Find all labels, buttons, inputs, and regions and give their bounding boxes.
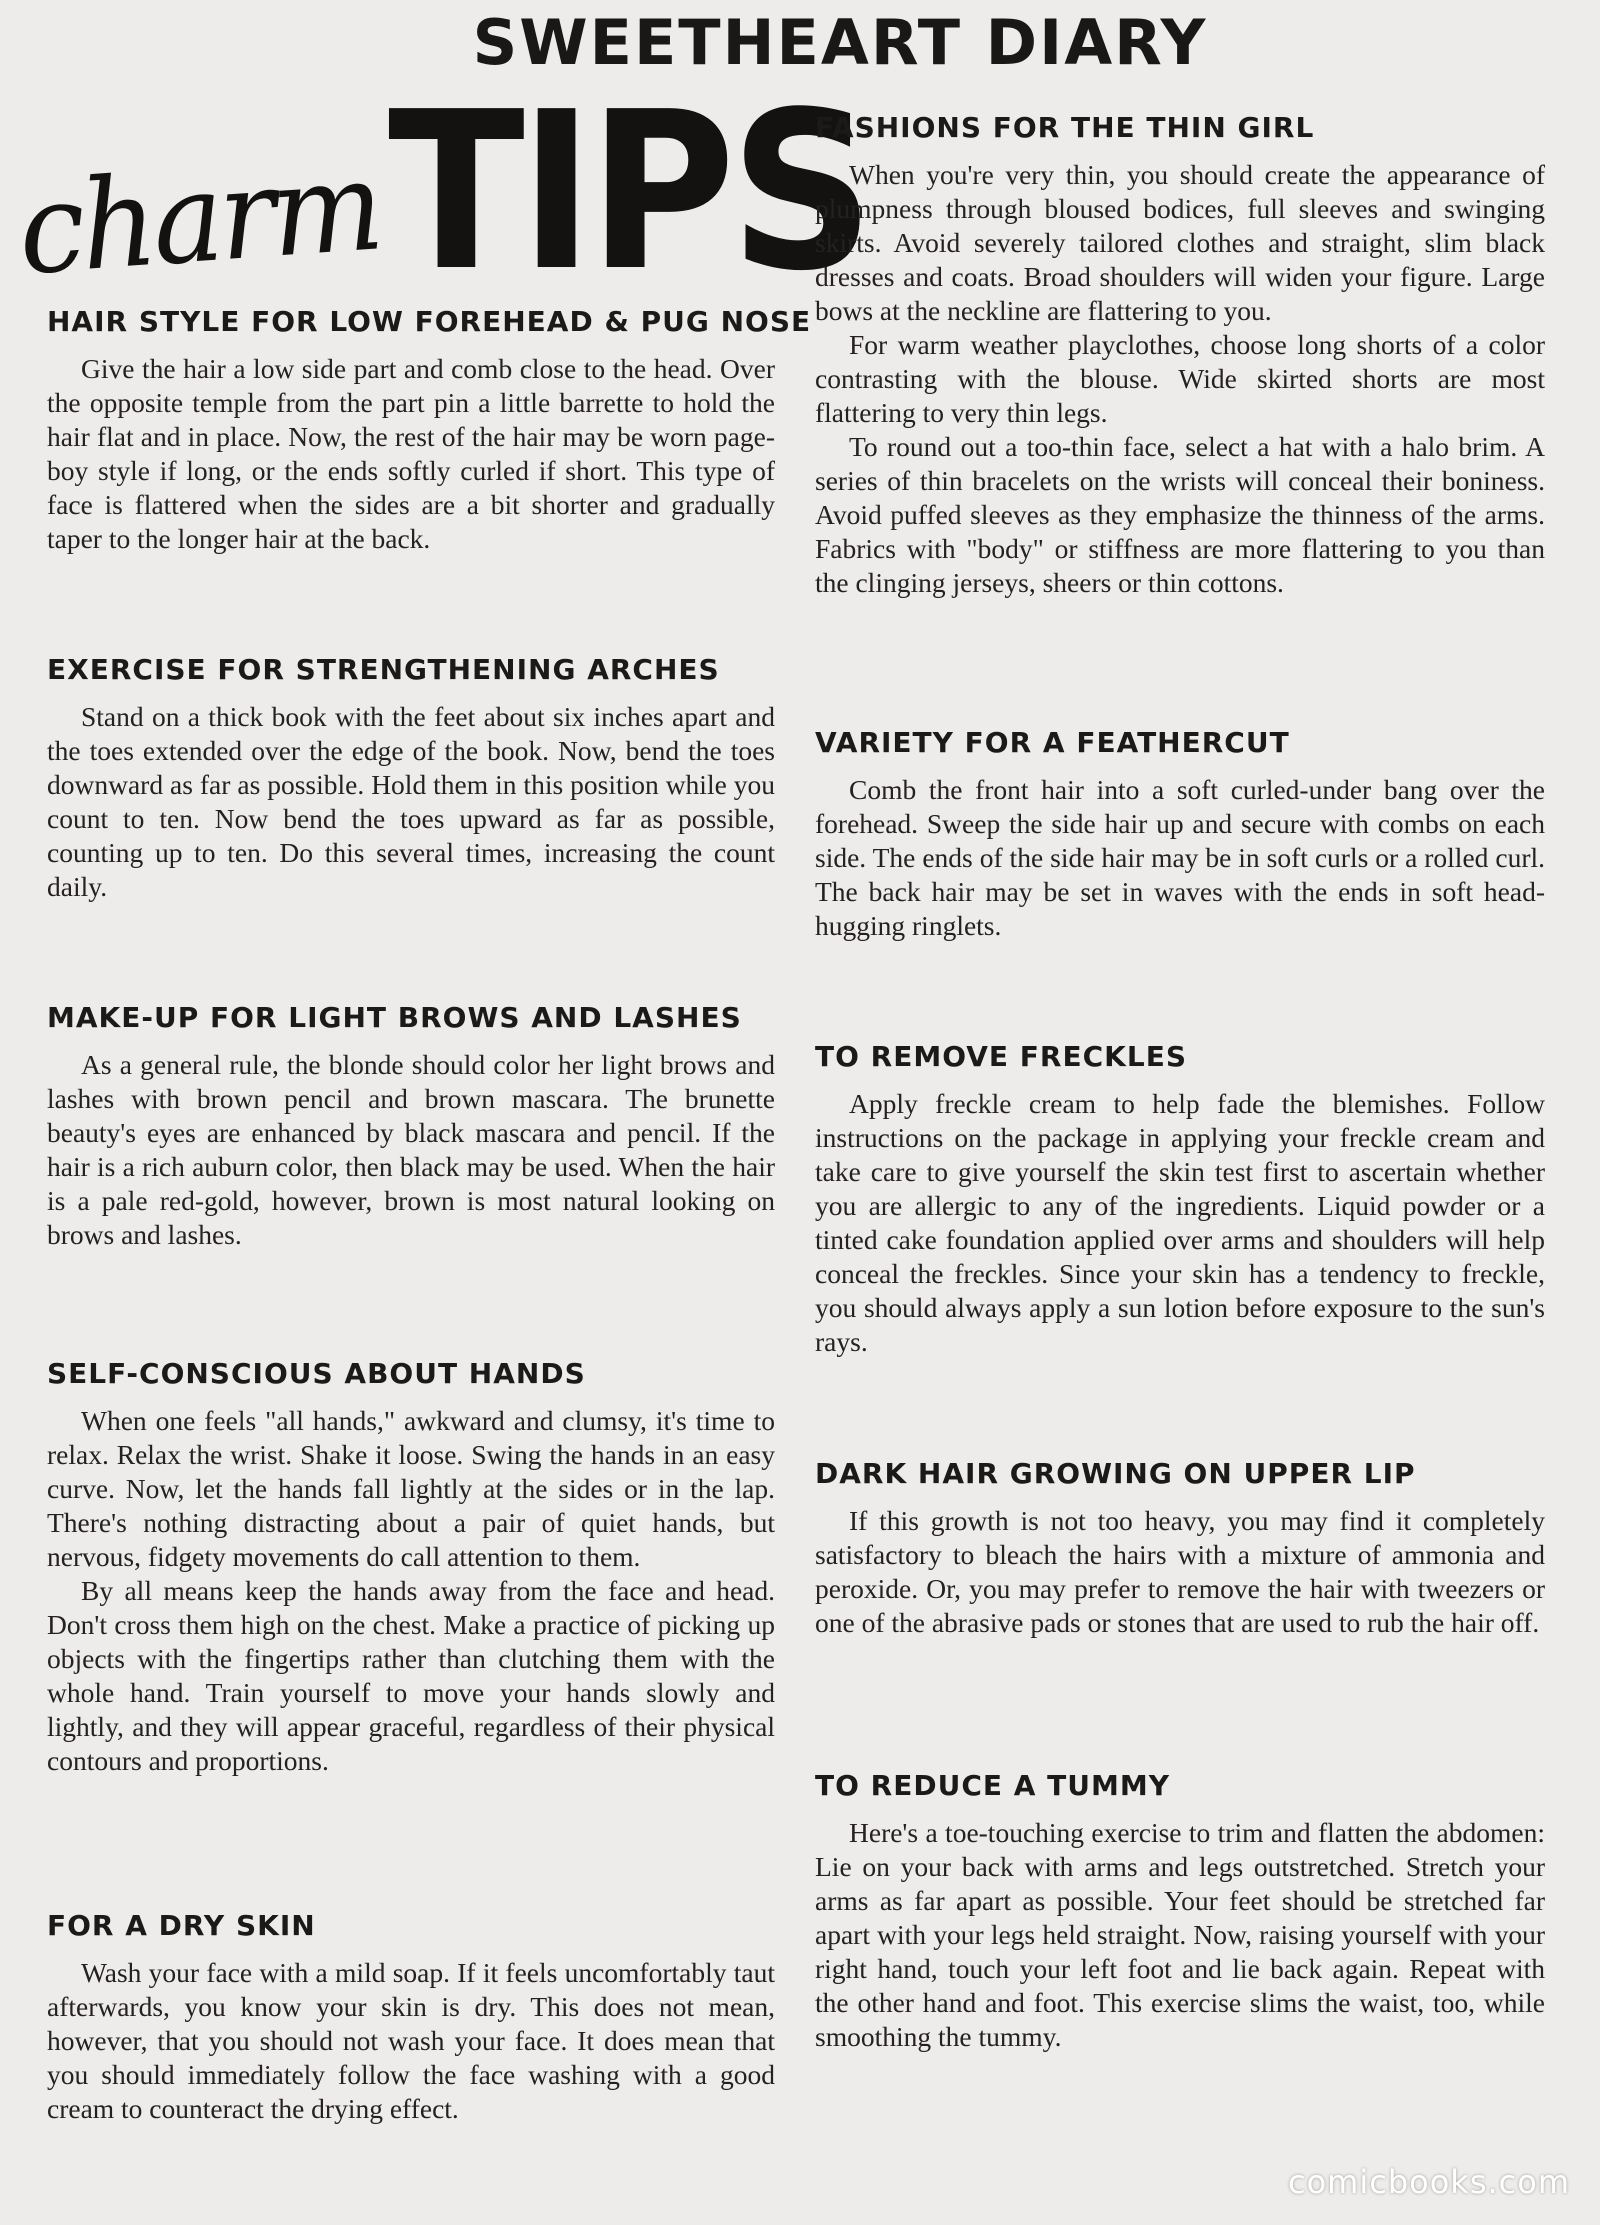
article-paragraph: Here's a toe-touching exercise to trim and flatten the abdomen: Lie on your back with arms and legs outstretched. Stretch your arms as far apart as possible. Your feet should be stretched far apart with your legs held straight. Now, raising yourself with your right hand, touch your left foot and lie back again. Repeat with the other hand and foot. This exercise slims the waist, too, while smoothing the tummy. — [815, 1817, 1545, 2052]
article-hands — [47, 1357, 775, 1778]
article-paragraph: Apply freckle cream to help fade the blemishes. Follow instructions on the package in applying your freckle cream and take care to give yourself the skin test first to ascertain whether you are allergic to any of the ingredients. Liquid powder or a tinted cake foundation applied over arms and shoulders will help conceal the freckles. Since your skin has a tendency to freckle, you should always apply a sun lotion before exposure to the sun's rays. — [815, 1088, 1545, 1357]
article-heading: FASHIONS FOR THE THIN GIRL — [815, 111, 1315, 144]
article-heading: FOR A DRY SKIN — [47, 1909, 316, 1942]
article-heading: MAKE-UP FOR LIGHT BROWS AND LASHES — [47, 1001, 742, 1034]
title-block-word: TIPS — [388, 66, 869, 319]
article-paragraph: For warm weather playclothes, choose long shorts of a color contrasting with the blouse. Wide skirted shorts are most flattering to very thin legs. — [815, 329, 1545, 428]
article-thin-girl — [815, 111, 1545, 600]
article-paragraph: Wash your face with a mild soap. If it feels uncomfortably taut afterwards, you know your skin is dry. This does not mean, however, that you should not wash your face. It does mean that you should immediately follow the face washing with a good cream to counteract the drying effect. — [47, 1957, 775, 2124]
article-hair-style — [47, 305, 812, 556]
watermark: comicbooks.com — [1287, 2163, 1570, 2201]
article-arches — [47, 653, 775, 904]
title-script-word: charm — [14, 132, 384, 303]
article-paragraph: Stand on a thick book with the feet about six inches apart and the toes extended over the edge of the book. Now, bend the toes downward as far as possible. Hold them in this position while you count to ten. Now bend the toes upward as far as possible, counting up to ten. Do this several times, increasing the count daily. — [47, 701, 775, 902]
article-dry-skin — [47, 1909, 775, 2126]
article-tummy — [815, 1769, 1545, 2054]
banner-title: SWEETHEART DIARY — [472, 6, 1208, 79]
article-heading: TO REDUCE A TUMMY — [815, 1769, 1170, 1802]
article-heading: TO REMOVE FRECKLES — [815, 1040, 1187, 1073]
article-heading: HAIR STYLE FOR LOW FOREHEAD & PUG NOSE — [47, 305, 812, 338]
article-paragraph: When you're very thin, you should create the appearance of plumpness through bloused bodices, full sleeves and swinging skirts. Avoid severely tailored clothes and straight, slim black dresses and coats. Broad shoulders will widen your figure. Large bows at the neckline are flattering to you. — [815, 159, 1545, 326]
article-paragraph: Give the hair a low side part and comb close to the head. Over the opposite temple from the part pin a little barrette to hold the hair flat and in place. Now, the rest of the hair may be worn page-boy style if long, or the ends softly curled if short. This type of face is flattered when the sides are a bit shorter and gradually taper to the longer hair at the back. — [47, 353, 775, 554]
article-paragraph: If this growth is not too heavy, you may find it completely satisfactory to bleach the hairs with a mixture of ammonia and peroxide. Or, you may prefer to remove the hair with tweezers or one of the abrasive pads or stones that are used to rub the hair off. — [815, 1505, 1545, 1638]
article-paragraph: When one feels "all hands," awkward and clumsy, it's time to relax. Relax the wrist. Shake it loose. Swing the hands in an easy curve. Now, let the hands fall lightly at the sides or in the lap. There's nothing distracting about a pair of quiet hands, but nervous, fidgety movements do call attention to them. — [47, 1405, 775, 1572]
article-paragraph: As a general rule, the blonde should color her light brows and lashes with brown pencil and brown mascara. The brunette beauty's eyes are enhanced by black mascara and pencil. If the hair is a rich auburn color, then black may be used. When the hair is a pale red-gold, however, brown is most natural looking on brows and lashes. — [47, 1049, 775, 1250]
article-heading: DARK HAIR GROWING ON UPPER LIP — [815, 1457, 1416, 1490]
article-makeup — [47, 1001, 775, 1252]
article-paragraph: By all means keep the hands away from the face and head. Don't cross them high on the chest. Make a practice of picking up objects with the fingertips rather than clutching them with the whole hand. Train yourself to move your hands slowly and lightly, and they will appear graceful, regardless of their physical contours and proportions. — [47, 1575, 775, 1776]
article-heading: EXERCISE FOR STRENGTHENING ARCHES — [47, 653, 720, 686]
article-upper-lip — [815, 1457, 1545, 1640]
article-paragraph: Comb the front hair into a soft curled-under bang over the forehead. Sweep the side hair up and secure with combs on each side. The ends of the side hair may be in soft curls or a rolled curl. The back hair may be set in waves with the ends in soft head-hugging ringlets. — [815, 774, 1545, 941]
article-freckles — [815, 1040, 1545, 1359]
article-heading: VARIETY FOR A FEATHERCUT — [815, 726, 1290, 759]
article-feathercut — [815, 726, 1545, 943]
article-heading: SELF-CONSCIOUS ABOUT HANDS — [47, 1357, 586, 1390]
article-paragraph: To round out a too-thin face, select a hat with a halo brim. A series of thin bracelets on the wrists will conceal their boniness. Avoid puffed sleeves as they emphasize the thinness of the arms. Fabrics with "body" or stiffness are more flattering to you than the clinging jerseys, sheers or thin cottons. — [815, 431, 1545, 598]
